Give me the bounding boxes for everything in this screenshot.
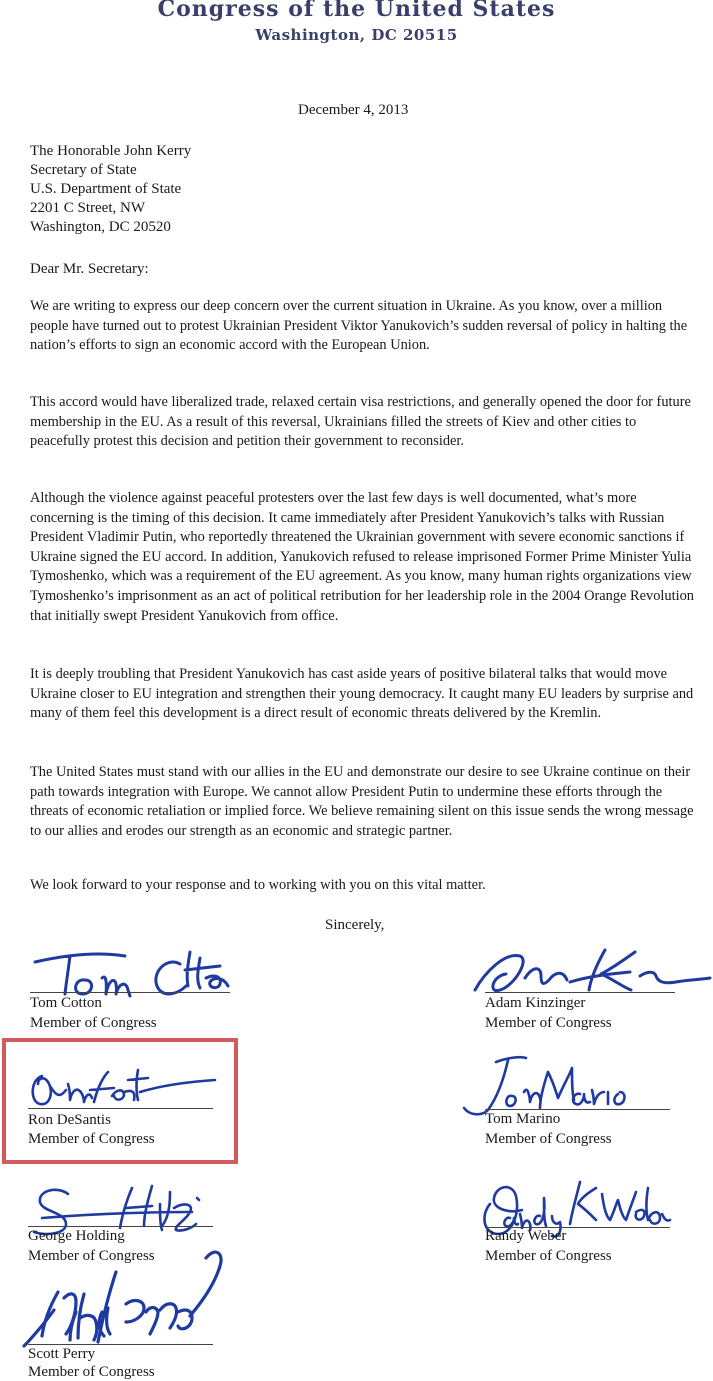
signatory-name: Scott Perry xyxy=(28,1346,96,1362)
letterhead-subtitle: Washington, DC 20515 xyxy=(255,26,458,44)
signature-line xyxy=(28,1344,213,1345)
letterhead-title: Congress of the United States xyxy=(157,0,556,22)
body-paragraph: It is deeply troubling that President Yanukovich has cast aside years of positive bilateral talks that would move Ukraine closer to EU integration and strengthen their young democracy. It caught many EU leaders by surprise and many of them feel this development is a direct result of economic threats delivered by the Kremlin. xyxy=(30,666,694,722)
letter-date: December 4, 2013 xyxy=(298,102,409,118)
signatory-name: Tom Cotton xyxy=(30,995,102,1011)
signatory-name: George Holding xyxy=(28,1228,125,1244)
signatory-name: Tom Marino xyxy=(485,1111,561,1127)
signature-line xyxy=(30,992,230,993)
signatory-name: Ron DeSantis xyxy=(28,1112,111,1128)
recipient-line: Washington, DC 20520 xyxy=(30,219,171,235)
signatory-title: Member of Congress xyxy=(485,1015,612,1031)
body-paragraph: The United States must stand with our allies in the EU and demonstrate our desire to see Ukraine continue on their path towards integration with Europe. We cannot allow President Putin to undermine these efforts through the threats of economic retaliation or implied force. We believe remaining silent on this issue sends the wrong message to our allies and erodes our strength as an economic and strategic partner. xyxy=(30,764,694,839)
salutation: Dear Mr. Secretary: xyxy=(30,261,149,277)
signatory-title: Member of Congress xyxy=(28,1248,155,1264)
body-paragraph: Although the violence against peaceful protesters over the last few days is well documented, what’s more concerning is the timing of this decision. It came immediately after President Yanukovich’s talks with Russian President Vladimir Putin, who reportedly threatened the Ukrainian government with severe economic sanctions if Ukraine signed the EU accord. In addition, Yanukovich refused to release imprisoned Former Prime Minister Yulia Tymoshenko, which was a requirement of the EU agreement. As you know, many human rights organizations view Tymoshenko’s imprisonment as an act of political retribution for her leadership role in the 2004 Orange Revolution that initially swept President Yanukovich from office. xyxy=(30,490,694,624)
signature-line xyxy=(485,992,675,993)
sincerely: Sincerely, xyxy=(325,917,385,933)
signature-scott-perry xyxy=(18,1232,243,1352)
signature-line xyxy=(28,1108,213,1109)
recipient-address xyxy=(30,142,191,237)
recipient-line: The Honorable John Kerry xyxy=(30,143,192,159)
signature-tom-cotton xyxy=(30,942,240,998)
signatory-title: Member of Congress xyxy=(28,1364,155,1380)
recipient-line: Secretary of State xyxy=(30,162,137,178)
signatory-name: Randy Weber xyxy=(485,1228,567,1244)
closing-line: We look forward to your response and to working with you on this vital matter. xyxy=(30,877,486,893)
signatory-title: Member of Congress xyxy=(485,1248,612,1264)
signature-line xyxy=(485,1109,670,1110)
signature-adam-kinzinger xyxy=(465,942,710,998)
signature-ron-desantis xyxy=(28,1062,223,1112)
signatory-title: Member of Congress xyxy=(30,1015,157,1031)
signatory-name: Adam Kinzinger xyxy=(485,995,586,1011)
signature-line xyxy=(28,1226,213,1227)
recipient-line: 2201 C Street, NW xyxy=(30,200,145,216)
body-paragraph: We are writing to express our deep concern over the current situation in Ukraine. As you know, over a million people have turned out to protest Ukrainian President Viktor Yanukovich’s sudden reversal of policy in halting the nation’s efforts to sign an economic accord with the European Union. xyxy=(30,298,688,354)
body-paragraph: This accord would have liberalized trade, relaxed certain visa restrictions, and generally opened the door for future membership in the EU. As a result of this reversal, Ukrainians filled the streets of Kiev and other cities to peacefully protest this decision and petition their government to reconsider. xyxy=(30,394,691,450)
signatory-title: Member of Congress xyxy=(28,1131,155,1147)
recipient-line: U.S. Department of State xyxy=(30,181,182,197)
signatory-title: Member of Congress xyxy=(485,1131,612,1147)
